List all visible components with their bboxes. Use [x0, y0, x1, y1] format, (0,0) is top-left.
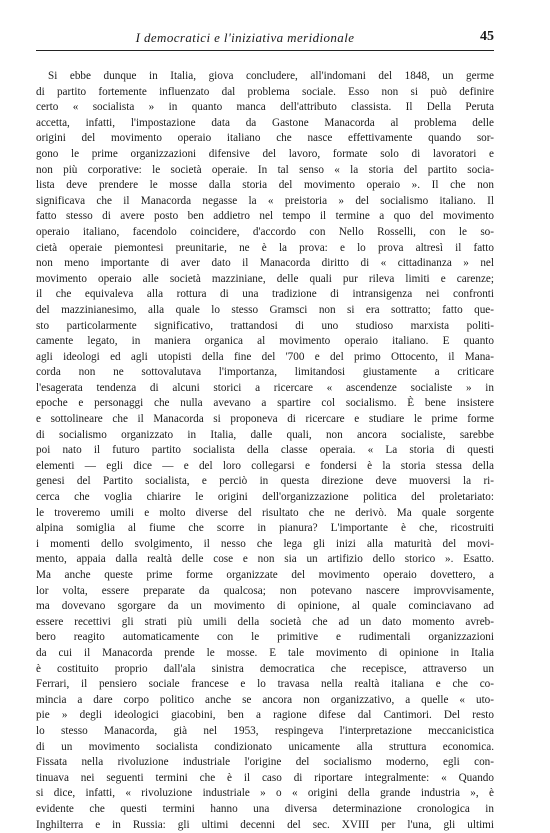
text-line: poi nato il futuro partito socialista della classe operaia. « La storia di questi	[36, 443, 494, 459]
text-line: cietà operaie piemontesi preunitarie, ne è la prova: e lo prova altresì il fatto	[36, 241, 494, 257]
text-line: non più corporative: le società operaie. In tal senso « la storia del partito socia-	[36, 163, 494, 179]
text-line: evidente che questi termini hanno una diversa determinazione cronologica in	[36, 802, 494, 818]
text-line: l'esagerata tendenza di alcuni storici a ricercare « ascendenze socialiste » in	[36, 381, 494, 397]
text-line: non meno importante di aver dato il Manacorda diritto di « cittadinanza » nel	[36, 256, 494, 272]
text-line: il che equivaleva alla rottura di una tradizione di intransigenza nei confronti	[36, 287, 494, 303]
text-line: ma dovevano sgorgare da un movimento di opinione, al quale cominciavano ad	[36, 599, 494, 615]
text-line: di partito fortemente influenzato dal problema sociale. Esso non si può definire	[36, 85, 494, 101]
text-line: corda non ne sottovalutava l'importanza, limitandosi giustamente a criticare	[36, 365, 494, 381]
text-line: movimento operaio alle società mazziniane, delle quali pur rileva limiti e carenze;	[36, 272, 494, 288]
text-line: elementi — egli dice — e del loro collegarsi e fondersi è la storia stessa della	[36, 459, 494, 475]
text-line: certo « socialista » in quanto manca dell'attributo classista. Il Della Peruta	[36, 100, 494, 116]
text-line: fatto stesso di avere posto ben addietro nel tempo il termine a quo del movimento	[36, 209, 494, 225]
text-line: tinuava nei seguenti termini che è il caso di riportare integralmente: « Quando	[36, 771, 494, 787]
text-line: gono le prime organizzazioni difensive del lavoro, formate solo di lavoratori e	[36, 147, 494, 163]
text-line: mento, appaia dalla realtà delle cose e non sia un artifizio dello storico ». Esatto.	[36, 552, 494, 568]
text-line: accetta, infatti, l'impostazione data da Gastone Manacorda al problema delle	[36, 116, 494, 132]
text-line: lista deve prendere le mosse dalla storia del movimento operaio ». Il che non	[36, 178, 494, 194]
text-line: si dice, infatti, « rivoluzione industriale » o « origini della grande industria », è	[36, 786, 494, 802]
text-line: agli ideologi ed agli utopisti della fine del '700 e del primo Ottocento, il Mana-	[36, 350, 494, 366]
text-line: i momenti dello svolgimento, il nesso che lega gli inizi alla maturità del movi-	[36, 537, 494, 553]
body-text	[36, 69, 494, 833]
text-line: di un movimento socialista condizionato unicamente alla struttura economica.	[36, 740, 494, 756]
text-line: camente legato, in maniera organica al movimento operaio italiano. E quanto	[36, 334, 494, 350]
text-line: bero reagito automaticamente con le primitive e rudimentali organizzazioni	[36, 630, 494, 646]
text-line: Ma anche queste prime forme organizzate del movimento operaio dovettero, a	[36, 568, 494, 584]
text-line: è costituito proprio dall'ala sinistra democratica che recepisce, attraverso un	[36, 662, 494, 678]
text-line: operaio italiano, facendolo coincidere, d'accordo con Nello Rosselli, con le so-	[36, 225, 494, 241]
text-line: origini del movimento operaio italiano che nasce effettivamente quando sor-	[36, 131, 494, 147]
text-line: Ferrari, il pensiero sociale francese e lo travasa nella realtà italiana e che co-	[36, 677, 494, 693]
text-line: cerca che voglia chiarire le origini dell'organizzazione politica del proletariato:	[36, 490, 494, 506]
text-line: di socialismo organizzato in Italia, dalle quali, non ancora socialiste, sarebbe	[36, 428, 494, 444]
text-line: sto particolarmente significativo, trattandosi di uno studioso marxista politi-	[36, 319, 494, 335]
running-title: I democratici e l'iniziativa meridionale	[36, 30, 454, 46]
running-header	[36, 28, 494, 51]
text-line: del mazzinianesimo, alla quale lo stesso Gramsci non si era sottratto; fatto que-	[36, 303, 494, 319]
text-line: le troveremo umili e molto diverse del risultato che ne derivò. Ma quale sorgente	[36, 506, 494, 522]
text-line: mincia a dare corpo politico anche se ancora non organizzativo, a quelle « uto-	[36, 693, 494, 709]
page-number: 45	[480, 29, 494, 45]
text-line: essere recettivi gli strati più umili della società che ad un dato momento avreb-	[36, 615, 494, 631]
text-line: significava che il Manacorda negasse la « preistoria » del socialismo italiano. Il	[36, 194, 494, 210]
text-line: lor volta, essere preparate da qualcosa; non potevano nascere improvvisamente,	[36, 584, 494, 600]
text-line: da cui il Manacorda prende le mosse. E tale movimento di opinione in Italia	[36, 646, 494, 662]
text-line: lo stesso Manacorda, già nel 1953, respingeva l'interpretazione meccanicistica	[36, 724, 494, 740]
text-line: pie » degli ideologici giacobini, ben a ragione difese dal Cantimori. Del resto	[36, 708, 494, 724]
text-line: e sottolineare che il Manacorda si proponeva di ricercare e studiare le prime forme	[36, 412, 494, 428]
text-line: Fissata nella rivoluzione industriale l'origine del socialismo moderno, egli con-	[36, 755, 494, 771]
text-line: genesi del Partito socialista, e perciò in questa direzione deve muoversi la ri-	[36, 474, 494, 490]
text-line: epoche e personaggi che nulla avevano a spartire col socialismo. È bene insistere	[36, 396, 494, 412]
text-line: Si ebbe dunque in Italia, giova concludere, all'indomani del 1848, un germe	[36, 69, 494, 85]
text-line: Inghilterra e in Russia: gli ultimi decenni del sec. XVIII per l'una, gli ultimi	[36, 818, 494, 833]
text-line: alpina somiglia al fiume che scorre in pianura? L'importante è che, ricostruiti	[36, 521, 494, 537]
